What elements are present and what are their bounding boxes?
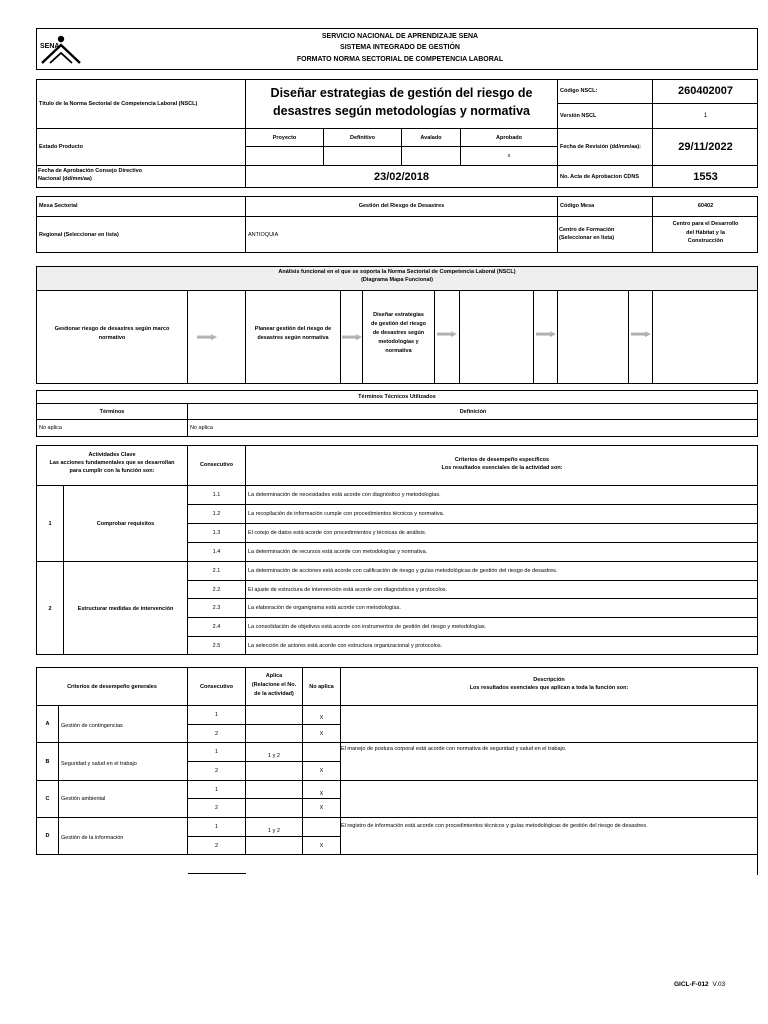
- criterio-cell: La determinación de necesidades está acorde con diagnóstico y metodologías.: [248, 492, 441, 498]
- codigo-value: 260402007: [677, 85, 734, 97]
- actividad-num: 2: [48, 605, 52, 612]
- fecha-rev-label: Fecha de Revisión (dd/mm/aa):: [560, 144, 641, 150]
- estado-label: Estado Producto: [39, 144, 84, 150]
- map-box-3-line-1: Diseñar estrategias: [373, 312, 424, 318]
- actividades-h3-2: Los resultados esenciales de la actividad son:: [441, 465, 563, 471]
- mesa-label: Mesa Sectorial: [39, 203, 78, 209]
- consecutivo-cell: 2.3: [212, 605, 221, 611]
- centro-value-3: Construcción: [687, 238, 724, 244]
- general-no-aplica: X: [319, 790, 324, 797]
- estado-col-proyecto: Proyecto: [272, 134, 297, 141]
- map-box-1-line-2: normativo: [98, 335, 126, 341]
- generales-h5-2: Los resultados esenciales que aplican a toda la función son:: [469, 685, 629, 691]
- criterio-cell: El ajuste de estructura de intervención está acorde con diagnósticos y protocolos.: [248, 586, 448, 593]
- mesa-value: Gestión del Riesgo de Desastres: [358, 203, 445, 209]
- logo-text: SENA: [40, 43, 60, 50]
- criterio-cell: La recopilación de información cumple con procedimientos técnicos y normativa.: [248, 511, 445, 517]
- general-name: Seguridad y salud en el trabajo: [61, 760, 137, 767]
- criterio-cell: El cotejo de datos está acorde con procedimientos y técnicas de análisis.: [248, 530, 427, 536]
- version-label: Versión NSCL: [560, 113, 597, 119]
- consecutivo-cell: 1.1: [212, 492, 221, 498]
- general-aplica: 1 y 2: [268, 753, 280, 759]
- consecutivo-cell: 1.2: [212, 511, 221, 517]
- general-name: Gestión de contingencias: [61, 723, 123, 729]
- consecutivo-cell: 2.2: [212, 586, 221, 593]
- generales-h3-2: (Relacione el No.: [251, 682, 297, 688]
- analisis-title-1: Análisis funcional en el que se soporta la Norma Sectorial de Competencia Laboral (NSCL): [278, 269, 516, 275]
- generales-header-descripcion: [341, 676, 757, 692]
- terminos-col-terminos: Términos: [99, 408, 125, 415]
- general-no-aplica: X: [319, 805, 324, 811]
- general-aplica: 1 y 2: [268, 828, 280, 834]
- header-line-1: SERVICIO NACIONAL DE APRENDIZAJE SENA: [321, 32, 479, 40]
- general-consecutivo: 1: [214, 712, 219, 718]
- general-consecutivo: 2: [214, 805, 219, 811]
- general-no-aplica: X: [319, 842, 324, 849]
- fecha-rev-value: 29/11/2022: [678, 141, 733, 153]
- criterio-cell: La determinación de recursos está acorde con metodologías y normativa.: [248, 549, 428, 555]
- map-box-2-line-2: desastres según normativa: [257, 335, 329, 341]
- general-letter: D: [45, 833, 50, 839]
- actividades-header-3: [246, 456, 758, 472]
- consecutivo-cell: 2.4: [212, 624, 221, 630]
- terminos-col-definicion: Definición: [459, 408, 487, 415]
- general-consecutivo: 2: [214, 730, 219, 737]
- centro-value: [653, 220, 758, 246]
- consecutivo-cell: 1.3: [212, 530, 221, 536]
- map-box-3-line-5: normativa: [385, 348, 412, 354]
- general-consecutivo: 1: [214, 824, 219, 830]
- general-name: Gestión de la información: [61, 835, 124, 841]
- map-box-3-line-3: de desastres según: [372, 330, 425, 336]
- analisis-title: [36, 268, 758, 284]
- map-box-3-line-2: de gestión del riesgo: [370, 321, 426, 327]
- map-box-1-line-1: Gestionar riesgo de desastres según marco: [54, 326, 170, 332]
- actividades-h1-2: Las acciones fundamentales que se desarrollan: [49, 460, 175, 466]
- fecha-aprob-value: 23/02/2018: [373, 171, 430, 183]
- generales-header-criterios: Criterios de desempeño generales: [67, 683, 157, 690]
- map-box-2: [246, 325, 340, 343]
- centro-value-1: Centro para el Desarrollo: [672, 221, 739, 227]
- fecha-aprob-label-1: Fecha de Aprobación Consejo Directivo: [38, 168, 143, 174]
- general-consecutivo: 1: [214, 749, 219, 755]
- actividades-h1-3: para cumplir con la función son:: [69, 468, 155, 474]
- actividad-name: Comprobar requisitos: [96, 520, 155, 527]
- centro-label: [559, 226, 651, 242]
- general-descripcion: El registro de información está acorde con procedimientos técnicos y guías metodológicas de gestión del riesgo de desastres.: [341, 823, 648, 829]
- titulo-line-2: desastres según metodologías y normativa: [272, 104, 531, 118]
- regional-label: Regional (Seleccionar en lista): [39, 232, 119, 238]
- general-consecutivo: 2: [214, 768, 219, 774]
- terminos-row-term: No aplica: [39, 425, 62, 431]
- general-descripcion: El manejo de postura corporal está acorde con normativa de seguridad y salud en el trabajo.: [341, 746, 567, 752]
- actividad-name: Estructurar medidas de intervención: [77, 605, 174, 612]
- general-name: Gestión ambiental: [61, 796, 106, 802]
- criterio-cell: La elaboración de organigrama está acorde con metodologías.: [248, 605, 401, 611]
- actividad-num: 1: [48, 520, 52, 527]
- actividades-header-1: [37, 451, 187, 475]
- map-box-2-line-1: Planear gestión del riesgo de: [254, 326, 332, 332]
- generales-header-consecutivo: Consecutivo: [199, 683, 233, 690]
- centro-label-2: (Seleccionar en lista): [559, 235, 615, 241]
- general-no-aplica: X: [319, 730, 324, 737]
- general-no-aplica: X: [319, 768, 324, 774]
- generales-h3-1: Aplica: [265, 673, 283, 679]
- general-letter: C: [45, 796, 50, 802]
- criterio-cell: La determinación de acciones está acorde con calificación de riesgo y guías metodológicas de gestión del riesgo de desastres.: [248, 568, 558, 574]
- actividades-header-consecutivo: Consecutivo: [199, 462, 233, 468]
- terminos-title: Términos Técnicos Utilizados: [358, 393, 436, 400]
- titulo-label: Título de la Norma Sectorial de Competencia Laboral (NSCL): [39, 100, 198, 107]
- footer-version-text: V.03: [712, 981, 726, 988]
- general-consecutivo: 2: [214, 842, 219, 849]
- codigo-mesa-value: 60402: [697, 203, 714, 209]
- acta-label: No. Acta de Aprobacion CDNS: [560, 174, 640, 180]
- generales-header-aplica: [246, 672, 302, 699]
- codigo-mesa-label: Código Mesa: [560, 203, 595, 209]
- criterio-cell: La selección de actores está acorde con estructura organizacional y protocolos.: [248, 643, 443, 649]
- footer-code: [674, 981, 764, 988]
- general-consecutivo: 1: [214, 786, 219, 793]
- general-no-aplica: X: [319, 715, 324, 721]
- map-box-1: [37, 325, 187, 343]
- generales-h5-1: Descripción: [533, 677, 565, 683]
- centro-value-2: del Hábitat y la: [686, 229, 725, 236]
- generales-h3-3: de la actividad): [254, 691, 294, 697]
- header-line-2: SISTEMA INTEGRADO DE GESTIÓN: [340, 43, 460, 51]
- codigo-label: Código NSCL:: [560, 88, 598, 94]
- version-value: 1: [703, 113, 708, 119]
- terminos-row-def: No aplica: [190, 425, 213, 431]
- consecutivo-cell: 2.1: [212, 568, 221, 574]
- header-line-3: FORMATO NORMA SECTORIAL DE COMPETENCIA LABORAL: [296, 55, 504, 63]
- analisis-title-2: (Diagrama Mapa Funcional): [361, 277, 433, 283]
- consecutivo-cell: 1.4: [212, 549, 221, 555]
- centro-label-1: Centro de Formación: [559, 227, 615, 233]
- footer-code-text: GICL-F-012: [674, 981, 709, 988]
- titulo-line-1: Diseñar estrategias de gestión del riesgo de: [270, 86, 533, 100]
- estado-mark-aprobado: x: [507, 153, 511, 159]
- map-box-3-line-4: metodologías y: [378, 339, 419, 345]
- criterio-cell: La consolidación de objetivos está acorde con instrumentos de gestión del riesgo y metodologías.: [248, 624, 487, 630]
- titulo-value: [246, 84, 557, 124]
- map-box-3: [363, 311, 434, 356]
- generales-header-no-aplica: No aplica: [309, 683, 334, 690]
- estado-col-aprobado: Aprobado: [496, 134, 522, 141]
- fecha-aprob-label-2: Nacional (dd/mm/aa): [38, 175, 92, 182]
- general-letter: B: [45, 758, 50, 765]
- sena-logo: [38, 33, 84, 67]
- regional-value: ANTIOQUIA: [248, 232, 279, 238]
- fecha-aprob-label: [38, 168, 244, 183]
- estado-col-avalado: Avalado: [420, 134, 442, 141]
- actividades-h1-1: Actividades Clave: [88, 452, 136, 458]
- consecutivo-cell: 2.5: [212, 643, 221, 649]
- estado-col-definitivo: Definitivo: [349, 134, 376, 141]
- general-letter: A: [45, 721, 50, 727]
- actividades-h3-1: Criterios de desempeño específicos: [454, 457, 550, 463]
- acta-value: 1553: [693, 171, 718, 183]
